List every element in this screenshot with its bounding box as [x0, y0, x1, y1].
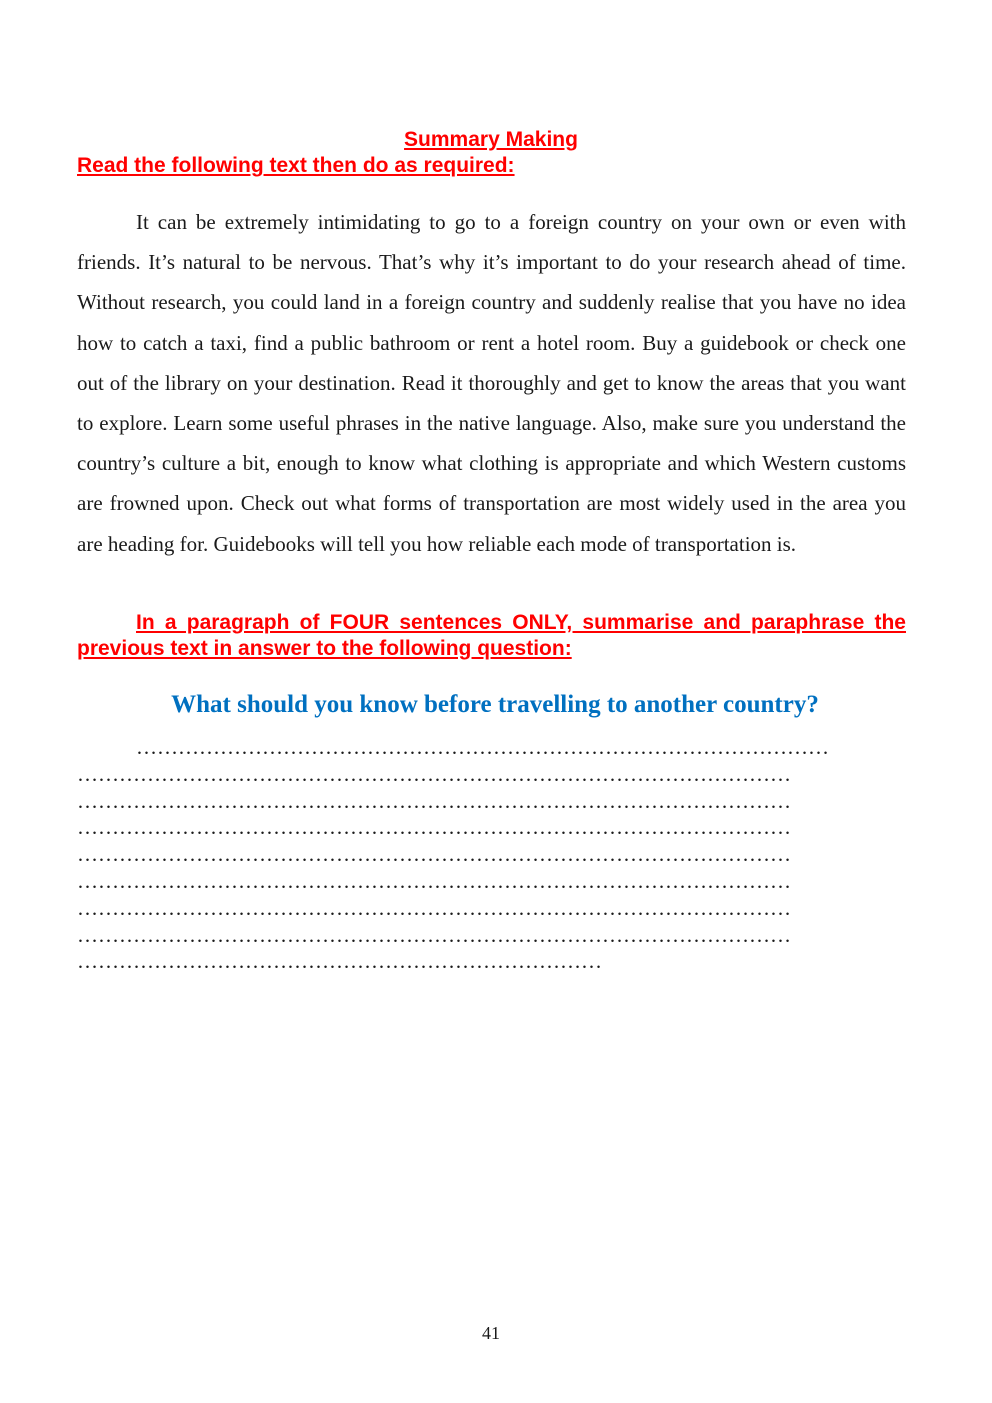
answer-line: …………………………………………………………………………………………	[77, 815, 791, 840]
answer-line: …………………………………………………………………………………………	[77, 788, 791, 813]
answer-line: …………………………………………………………………………………………	[77, 868, 791, 893]
answer-line: …………………………………………………………………	[77, 949, 602, 974]
instruction-heading: Read the following text then do as required:	[77, 154, 515, 177]
answer-area	[77, 734, 917, 975]
answer-line: ………………………………………………………………………………………	[136, 735, 829, 759]
task-instruction: In a paragraph of FOUR sentences ONLY, summarise and paraphrase the previous text in answer to the following question:	[77, 611, 906, 660]
answer-line: …………………………………………………………………………………………	[77, 922, 791, 947]
answer-line: …………………………………………………………………………………………	[77, 895, 791, 920]
section-title: Summary Making	[404, 128, 578, 151]
answer-line: …………………………………………………………………………………………	[77, 842, 791, 867]
page-number: 41	[482, 1323, 500, 1343]
answer-line: …………………………………………………………………………………………	[77, 761, 791, 786]
summary-question: What should you know before travelling to another country?	[171, 691, 819, 718]
reading-passage: It can be extremely intimidating to go to a foreign country on your own or even with friends. It’s natural to be nervous. That’s why it’s important to do your research ahead of time. Without research, you could land in a foreign country and suddenly realise that you have no idea how to catch a taxi, find a public bathroom or rent a hotel room. Buy a guidebook or check one out of the library on your destination. Read it thoroughly and get to know the areas that you want to explore. Learn some useful phrases in the native language. Also, make sure you understand the country’s culture a bit, enough to know what clothing is appropriate and which Western customs are frowned upon. Check out what forms of transportation are most widely used in the area you are heading for. Guidebooks will tell you how reliable each mode of transportation is.	[77, 210, 906, 556]
